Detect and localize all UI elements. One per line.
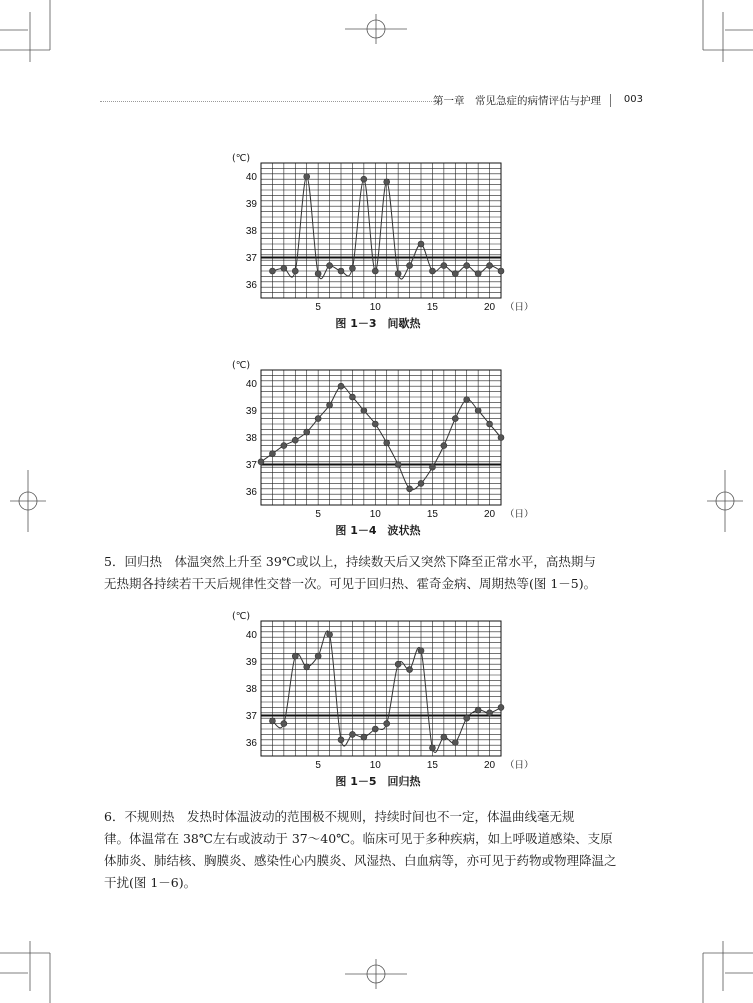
text-line: 6．不规则热 发热时体温波动的范围极不规则，持续时间也不一定，体温曲线毫无规 <box>104 809 575 824</box>
data-point <box>452 416 458 422</box>
x-axis-unit: （日） <box>505 509 534 520</box>
data-point <box>269 451 275 457</box>
y-axis-unit: (℃) <box>232 153 251 164</box>
data-point <box>315 653 321 659</box>
data-point <box>372 726 378 732</box>
data-point <box>269 268 275 274</box>
x-tick-label: 5 <box>315 760 321 771</box>
data-point <box>441 734 447 740</box>
data-point <box>395 271 401 277</box>
data-point <box>418 648 424 654</box>
data-point <box>372 268 378 274</box>
y-axis-unit: (℃) <box>232 611 251 622</box>
data-point <box>292 437 298 443</box>
text-line: 无热期各持续若干天后规律性交替一次。可见于回归热、霍奇金病、周期热等(图 1－5)。 <box>104 576 597 591</box>
data-point <box>498 268 504 274</box>
x-tick-label: 10 <box>369 302 381 313</box>
y-tick-label: 37 <box>245 253 257 264</box>
paragraph-irregular-fever <box>104 806 638 894</box>
data-point <box>304 664 310 670</box>
data-point <box>281 721 287 727</box>
data-point <box>407 486 413 492</box>
data-point <box>304 429 310 435</box>
data-point <box>498 704 504 710</box>
data-point <box>361 734 367 740</box>
data-point <box>498 435 504 441</box>
data-point <box>327 632 333 638</box>
paragraph-relapsing-fever <box>104 551 638 595</box>
figure-1-3 <box>228 150 534 330</box>
y-tick-label: 38 <box>245 226 257 237</box>
x-tick-label: 20 <box>484 509 496 520</box>
data-point <box>327 402 333 408</box>
data-point <box>258 459 264 465</box>
data-point <box>407 263 413 269</box>
data-point <box>464 715 470 721</box>
header-separator <box>610 94 611 107</box>
data-point <box>349 265 355 271</box>
x-tick-label: 5 <box>315 509 321 520</box>
data-point <box>315 271 321 277</box>
data-point <box>338 268 344 274</box>
text-line: 律。体温常在 38℃左右或波动于 37～40℃。临床可见于多种疾病，如上呼吸道感染、支原 <box>104 831 613 846</box>
y-tick-label: 37 <box>245 711 257 722</box>
data-point <box>487 263 493 269</box>
data-point <box>418 241 424 247</box>
x-tick-label: 20 <box>484 760 496 771</box>
y-axis-unit: (℃) <box>232 360 251 371</box>
x-tick-label: 5 <box>315 302 321 313</box>
text-line: 干扰(图 1－6)。 <box>104 875 197 890</box>
data-point <box>327 263 333 269</box>
data-point <box>452 740 458 746</box>
data-point <box>487 710 493 716</box>
data-point <box>395 661 401 667</box>
data-point <box>292 653 298 659</box>
figure-1-4 <box>228 357 534 537</box>
chart-intermittent-fever <box>228 150 534 313</box>
data-point <box>475 408 481 414</box>
x-tick-label: 15 <box>426 509 438 520</box>
chart-relapsing-fever <box>228 608 534 771</box>
figure-1-5 <box>228 608 534 788</box>
chapter-title: 第一章 常见急症的病情评估与护理 <box>433 95 601 107</box>
y-tick-label: 36 <box>245 280 257 291</box>
data-point <box>315 416 321 422</box>
x-tick-label: 10 <box>369 760 381 771</box>
header-dotted-rule <box>100 101 440 102</box>
page-number: 003 <box>623 94 643 105</box>
data-point <box>384 179 390 185</box>
data-point <box>464 263 470 269</box>
data-point <box>441 263 447 269</box>
data-point <box>464 397 470 403</box>
y-tick-label: 40 <box>245 630 257 641</box>
data-point <box>475 707 481 713</box>
figure-caption: 图 1－5 回归热 <box>335 775 421 788</box>
x-tick-label: 20 <box>484 302 496 313</box>
data-point <box>418 480 424 486</box>
data-point <box>361 408 367 414</box>
running-header <box>100 93 645 109</box>
x-tick-label: 15 <box>426 302 438 313</box>
x-tick-label: 10 <box>369 509 381 520</box>
data-point <box>281 443 287 449</box>
y-tick-label: 40 <box>245 172 257 183</box>
data-point <box>475 271 481 277</box>
data-point <box>395 462 401 468</box>
data-point <box>407 667 413 673</box>
x-axis-unit: （日） <box>505 760 534 771</box>
data-point <box>349 731 355 737</box>
y-tick-label: 39 <box>245 657 257 668</box>
data-point <box>269 718 275 724</box>
data-point <box>441 443 447 449</box>
chart-grid <box>261 621 501 756</box>
y-tick-label: 38 <box>245 433 257 444</box>
y-tick-label: 38 <box>245 684 257 695</box>
y-tick-label: 37 <box>245 460 257 471</box>
data-point <box>292 268 298 274</box>
data-point <box>372 421 378 427</box>
x-axis-unit: （日） <box>505 302 534 313</box>
data-point <box>281 265 287 271</box>
y-tick-label: 36 <box>245 487 257 498</box>
data-point <box>361 176 367 182</box>
data-point <box>452 271 458 277</box>
data-point <box>429 745 435 751</box>
data-point <box>338 737 344 743</box>
chart-undulant-fever <box>228 357 534 520</box>
x-tick-label: 15 <box>426 760 438 771</box>
text-line: 体肺炎、肺结核、胸膜炎、感染性心内膜炎、风湿热、白血病等，亦可见于药物或物理降温之 <box>104 853 617 868</box>
data-point <box>304 174 310 180</box>
plot-frame <box>261 621 501 756</box>
figure-caption: 图 1－3 间歇热 <box>335 317 421 330</box>
data-point <box>349 394 355 400</box>
y-tick-label: 39 <box>245 406 257 417</box>
data-point <box>338 383 344 389</box>
figure-caption: 图 1－4 波状热 <box>335 524 421 537</box>
y-tick-label: 36 <box>245 738 257 749</box>
data-point <box>429 464 435 470</box>
data-point <box>384 721 390 727</box>
y-tick-label: 40 <box>245 379 257 390</box>
text-line: 5．回归热 体温突然上升至 39℃或以上，持续数天后又突然下降至正常水平，高热期与 <box>104 554 596 569</box>
data-point <box>487 421 493 427</box>
data-point <box>384 440 390 446</box>
data-point <box>429 268 435 274</box>
y-tick-label: 39 <box>245 199 257 210</box>
